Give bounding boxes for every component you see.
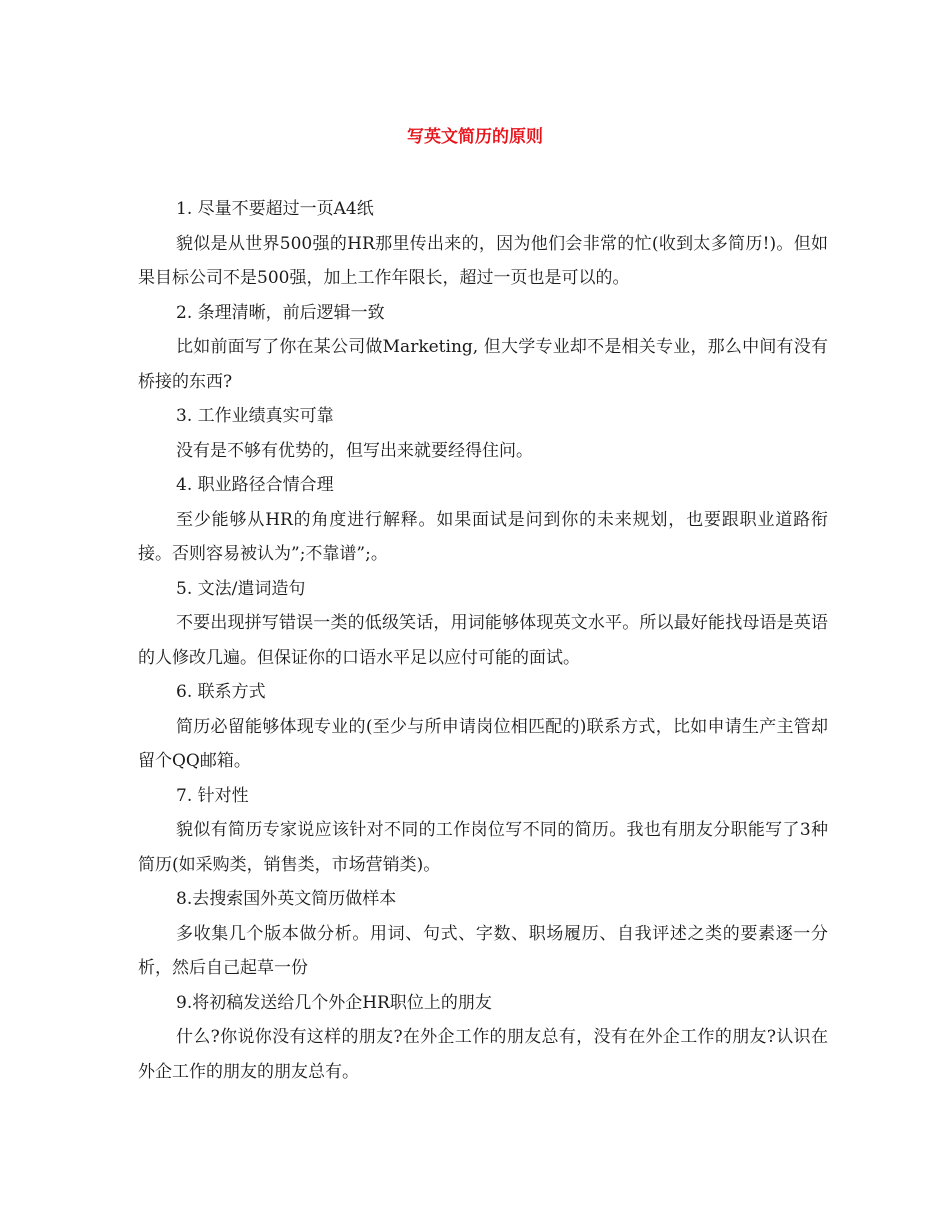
paragraph-7: 貌似有简历专家说应该针对不同的工作岗位写不同的简历。我也有朋友分职能写了3种简历(如采购类，销售类，市场营销类)。: [138, 820, 828, 875]
heading-9: 9.将初稿发送给几个外企HR职位上的朋友: [176, 992, 492, 1013]
paragraph-3: 没有是不够有优势的，但写出来就要经得住问。: [176, 440, 533, 461]
document-title: 写英文简历的原则: [407, 127, 543, 147]
paragraph-1: 貌似是从世界500强的HR那里传出来的，因为他们会非常的忙(收到太多简历!)。但如果目标公司不是500强，加上工作年限长，超过一页也是可以的。: [138, 233, 828, 288]
heading-7: 7. 针对性: [176, 785, 249, 806]
paragraph-4: 至少能够从HR的角度进行解释。如果面试是问到你的未来规划，也要跟职业道路衔接。否则容易被认为”;不靠谱”;。: [138, 509, 828, 564]
heading-8: 8.去搜索国外英文简历做样本: [176, 889, 397, 909]
paragraph-6: 简历必留能够体现专业的(至少与所申请岗位相匹配的)联系方式，比如申请生产主管却留个QQ邮箱。: [138, 716, 828, 771]
paragraph-5: 不要出现拼写错误一类的低级笑话，用词能够体现英文水平。所以最好能找母语是英语的人修改几遍。但保证你的口语水平足以应付可能的面试。: [138, 613, 828, 668]
heading-3: 3. 工作业绩真实可靠: [176, 406, 334, 426]
paragraph-8: 多收集几个版本做分析。用词、句式、字数、职场履历、自我评述之类的要素逐一分析，然后自己起草一份: [138, 923, 828, 978]
heading-1: 1. 尽量不要超过一页A4纸: [176, 199, 374, 219]
heading-2: 2. 条理清晰，前后逻辑一致: [176, 302, 385, 323]
heading-5: 5. 文法/遣词造句: [176, 578, 306, 599]
heading-4: 4. 职业路径合情合理: [176, 475, 334, 495]
document-body: [138, 192, 828, 1089]
heading-6: 6. 联系方式: [176, 682, 266, 702]
paragraph-9: 什么?你说你没有这样的朋友?在外企工作的朋友总有，没有在外企工作的朋友?认识在外企工作的朋友的朋友总有。: [138, 1027, 828, 1082]
paragraph-2: 比如前面写了你在某公司做Marketing, 但大学专业却不是相关专业，那么中间有没有桥接的东西?: [138, 337, 828, 392]
